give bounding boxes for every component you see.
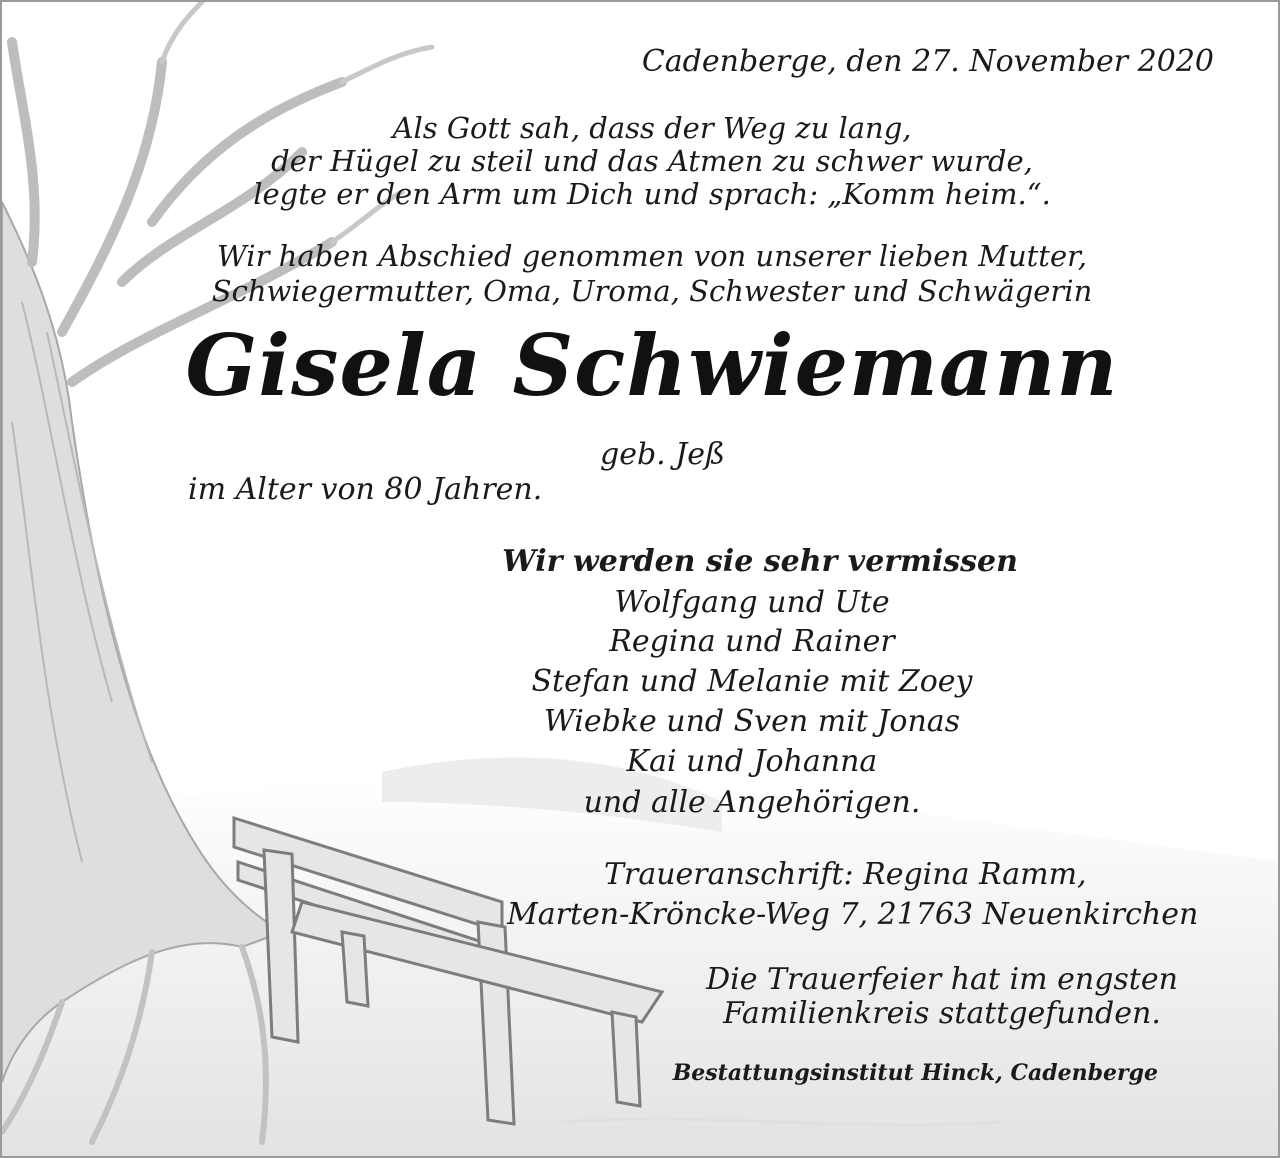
verse-line-1: Als Gott sah, dass der Weg zu lang, [392, 111, 912, 145]
verse-line-2: der Hügel zu steil und das Atmen zu schwer wurde, [271, 144, 1033, 178]
date-line: Cadenberge, den 27. November 2020 [641, 44, 1214, 79]
maiden-name: geb. Jeß [600, 437, 726, 472]
age-line: im Alter von 80 Jahren. [188, 472, 543, 507]
intro-line-2: Schwiegermutter, Oma, Uroma, Schwester und Schwägerin [211, 274, 1093, 308]
address-line-2: Marten-Kröncke-Weg 7, 21763 Neuenkirchen [507, 897, 1199, 932]
mourner-3: Stefan und Melanie mit Zoey [531, 664, 973, 699]
bench-leg-left-front [342, 932, 368, 1006]
mourners-heading: Wir werden sie sehr vermissen [502, 544, 1018, 579]
mourner-6: und alle Angehörigen. [583, 785, 921, 820]
ceremony-line-1: Die Trauerfeier hat im engsten [706, 962, 1178, 997]
intro-line-1: Wir haben Abschied genommen von unserer lieben Mutter, [217, 239, 1087, 273]
mourner-2: Regina und Rainer [609, 624, 895, 659]
bench-leg-right-front [612, 1012, 640, 1106]
mourner-5: Kai und Johanna [626, 744, 878, 779]
address-line-1: Traueranschrift: Regina Ramm, [604, 857, 1087, 892]
verse-line-3: legte er den Arm um Dich und sprach: „Komm heim.“. [253, 177, 1051, 211]
mourner-1: Wolfgang und Ute [614, 585, 890, 620]
deceased-name: Gisela Schwiemann [185, 316, 1119, 415]
ceremony-line-2: Familienkreis stattgefunden. [723, 996, 1161, 1031]
mourner-4: Wiebke und Sven mit Jonas [543, 704, 961, 739]
undertaker-line: Bestattungsinstitut Hinck, Cadenberge [672, 1060, 1158, 1086]
